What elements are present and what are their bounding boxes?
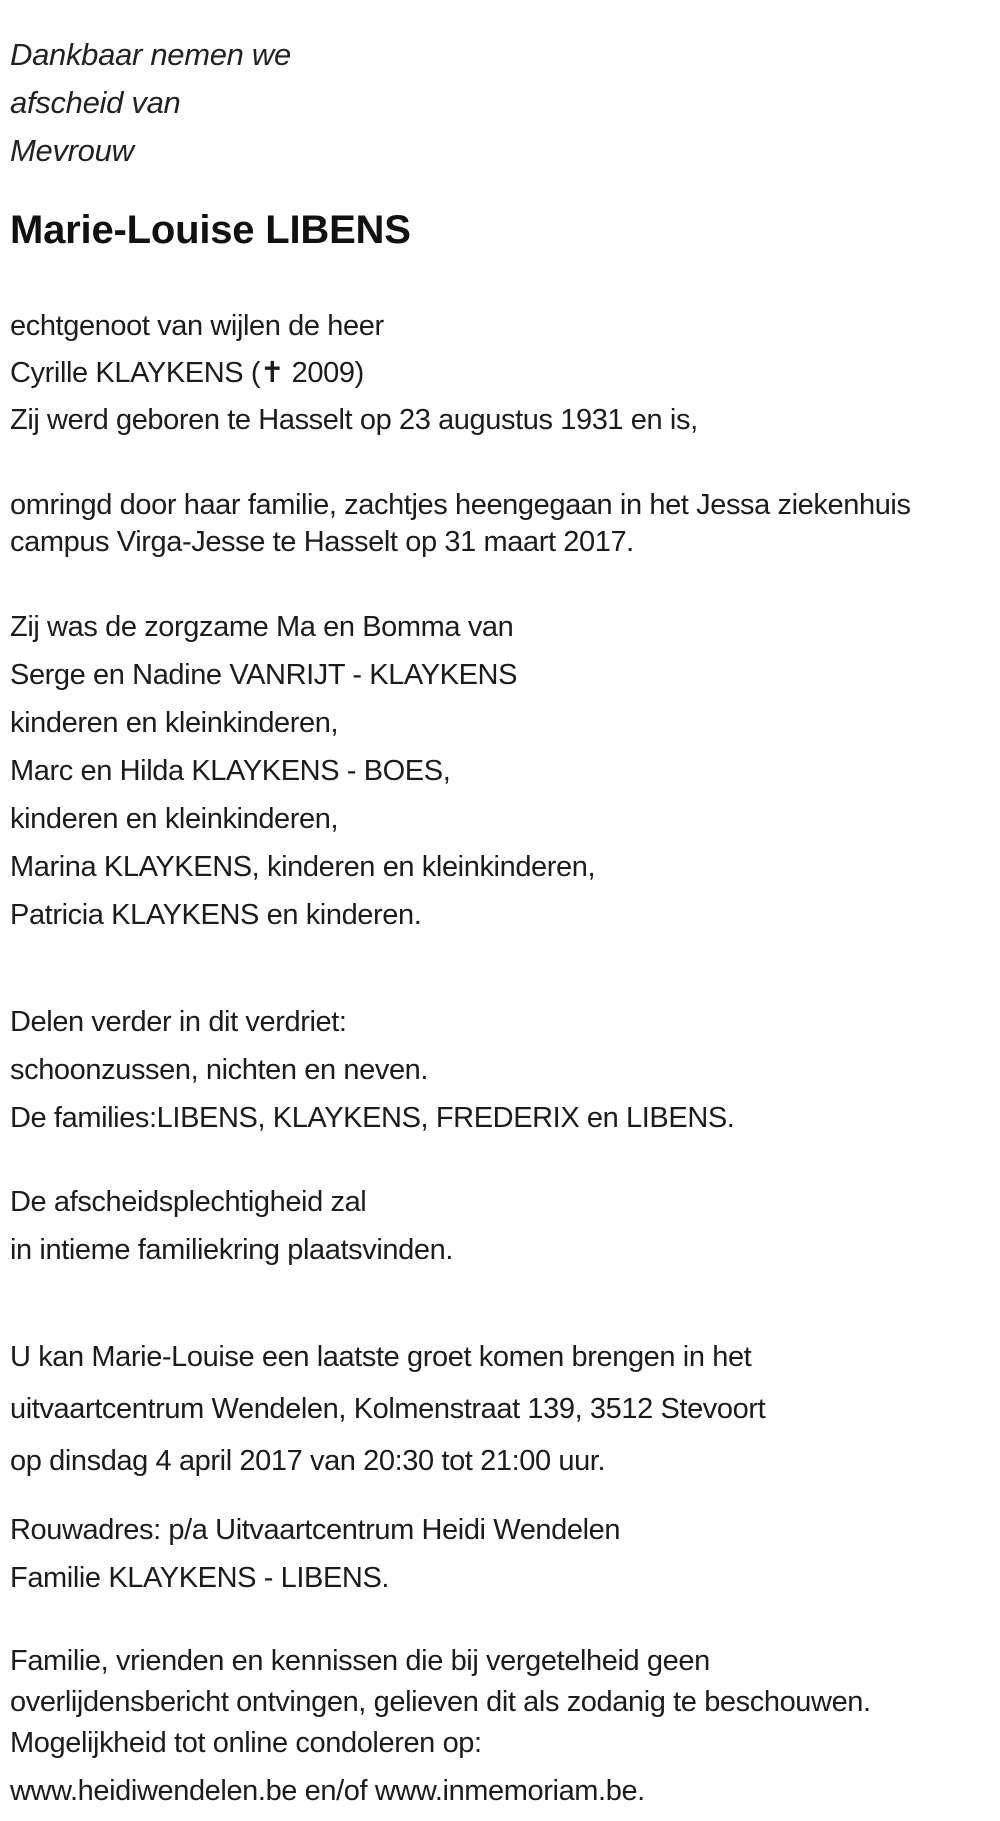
mourning-paragraph	[10, 998, 734, 1142]
birth-line: Zij werd geboren te Hasselt op 23 augustus 1931 en is,	[10, 404, 698, 436]
notice-paragraph	[10, 1641, 871, 1764]
family-line-6: Marina KLAYKENS, kinderen en kleinkinderen,	[10, 851, 596, 883]
websites-line: www.heidiwendelen.be en/of www.inmemoriam.be.	[10, 1775, 645, 1807]
mourning-line-3: De families:LIBENS, KLAYKENS, FREDERIX en LIBENS.	[10, 1102, 735, 1134]
passing-line-1: omringd door haar familie, zachtjes heengegaan in het Jessa ziekenhuis	[10, 489, 911, 521]
notice-line-3: Mogelijkheid tot online condoleren op:	[10, 1727, 482, 1759]
passing-paragraph	[10, 487, 911, 561]
passing-line-2: campus Virga-Jesse te Hasselt op 31 maart 2017.	[10, 526, 634, 558]
family-line-3: kinderen en kleinkinderen,	[10, 707, 339, 739]
visitation-line-2: uitvaartcentrum Wendelen, Kolmenstraat 139, 3512 Stevoort	[10, 1393, 766, 1425]
visitation-line-3: op dinsdag 4 april 2017 van 20:30 tot 21:00 uur.	[10, 1445, 606, 1477]
family-line-4: Marc en Hilda KLAYKENS - BOES,	[10, 755, 451, 787]
family-line-2: Serge en Nadine VANRIJT - KLAYKENS	[10, 659, 518, 691]
condolence-address-line-2: Familie KLAYKENS - LIBENS.	[10, 1562, 390, 1594]
intro-line-3: Mevrouw	[10, 133, 134, 168]
condolence-address-paragraph	[10, 1506, 620, 1602]
mourning-line-1: Delen verder in dit verdriet:	[10, 1006, 347, 1038]
ceremony-line-2: in intieme familiekring plaatsvinden.	[10, 1234, 453, 1266]
ceremony-line-1: De afscheidsplechtigheid zal	[10, 1186, 367, 1218]
deceased-name: Marie-Louise LIBENS	[10, 208, 411, 252]
spouse-line-1: echtgenoot van wijlen de heer	[10, 310, 384, 342]
intro-text	[10, 31, 291, 175]
family-line-7: Patricia KLAYKENS en kinderen.	[10, 899, 422, 931]
spouse-line-2: Cyrille KLAYKENS (✝ 2009)	[10, 357, 364, 389]
mourning-line-2: schoonzussen, nichten en neven.	[10, 1054, 429, 1086]
family-line-1: Zij was de zorgzame Ma en Bomma van	[10, 611, 514, 643]
family-paragraph	[10, 603, 595, 939]
family-line-5: kinderen en kleinkinderen,	[10, 803, 339, 835]
spouse-paragraph	[10, 303, 698, 444]
notice-line-2: overlijdensbericht ontvingen, gelieven dit als zodanig te beschouwen.	[10, 1686, 871, 1718]
intro-line-1: Dankbaar nemen we	[10, 37, 291, 72]
intro-line-2: afscheid van	[10, 85, 181, 120]
visitation-paragraph	[10, 1331, 765, 1487]
condolence-address-line-1: Rouwadres: p/a Uitvaartcentrum Heidi Wendelen	[10, 1514, 621, 1546]
notice-line-1: Familie, vrienden en kennissen die bij vergetelheid geen	[10, 1645, 710, 1677]
ceremony-paragraph	[10, 1178, 453, 1274]
visitation-line-1: U kan Marie-Louise een laatste groet komen brengen in het	[10, 1341, 752, 1373]
